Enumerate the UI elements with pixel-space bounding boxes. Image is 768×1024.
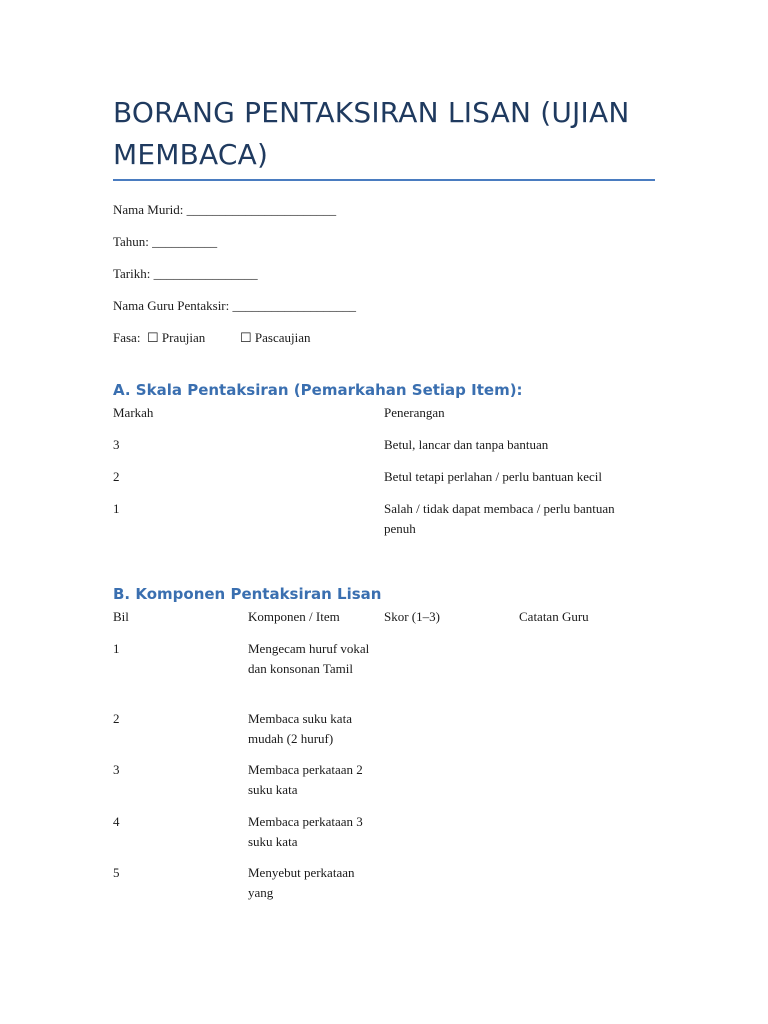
- section-b-header-bil: Bil: [113, 609, 129, 624]
- section-a-row-1-markah: 3: [113, 437, 120, 452]
- section-b-heading: B. Komponen Pentaksiran Lisan: [113, 585, 382, 603]
- section-b-header-komponen: Komponen / Item: [248, 609, 340, 624]
- section-b-header-skor: Skor (1–3): [384, 609, 440, 624]
- section-b-row-3-bil: 3: [113, 762, 120, 777]
- section-a-header-penerangan: Penerangan: [384, 405, 445, 420]
- field-nama-guru: Nama Guru Pentaksir: ___________________: [113, 298, 357, 313]
- section-b-row-5-bil: 5: [113, 865, 120, 880]
- section-b-row-3-komponen: Membaca perkataan 2 suku kata: [248, 762, 363, 797]
- fasa-option-pascaujian: ☐ Pascaujian: [240, 330, 311, 345]
- field-tahun: Tahun: __________: [113, 234, 218, 249]
- section-a-header-markah: Markah: [113, 405, 154, 420]
- section-b-row-1-bil: 1: [113, 641, 120, 656]
- section-b-row-2-komponen: Membaca suku kata mudah (2 huruf): [248, 711, 352, 746]
- section-b-row-4-komponen: Membaca perkataan 3 suku kata: [248, 814, 363, 849]
- field-fasa-label: Fasa:: [113, 330, 141, 345]
- field-nama-murid: Nama Murid: _______________________: [113, 202, 337, 217]
- section-b-header-catatan: Catatan Guru: [519, 609, 589, 624]
- section-a-row-3-penerangan: Salah / tidak dapat membaca / perlu bantuan penuh: [384, 501, 615, 536]
- section-a-row-2-markah: 2: [113, 469, 120, 484]
- field-tarikh: Tarikh: ________________: [113, 266, 258, 281]
- title-underline: [113, 179, 655, 181]
- section-a-row-2-penerangan: Betul tetapi perlahan / perlu bantuan kecil: [384, 469, 603, 484]
- section-b-row-4-bil: 4: [113, 814, 120, 829]
- fasa-option-praujian: ☐ Praujian: [147, 330, 206, 345]
- section-b-row-1-komponen: Mengecam huruf vokal dan konsonan Tamil: [248, 641, 370, 676]
- section-b-row-2-bil: 2: [113, 711, 120, 726]
- section-a-heading: A. Skala Pentaksiran (Pemarkahan Setiap Item):: [113, 381, 523, 399]
- section-b-row-5-komponen: Menyebut perkataan yang: [248, 865, 355, 900]
- section-a-row-1-penerangan: Betul, lancar dan tanpa bantuan: [384, 437, 549, 452]
- document-title: BORANG PENTAKSIRAN LISAN (UJIAN MEMBACA): [113, 96, 630, 171]
- section-a-row-3-markah: 1: [113, 501, 120, 516]
